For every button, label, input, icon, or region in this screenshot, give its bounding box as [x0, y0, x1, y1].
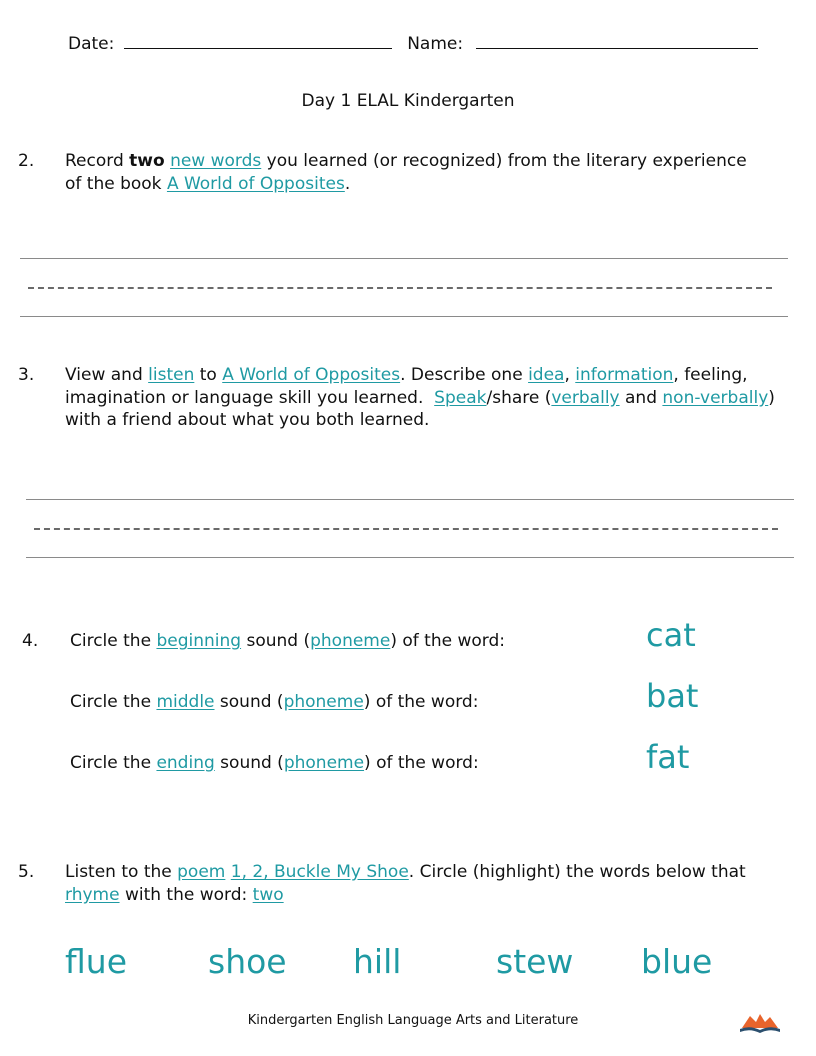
q4-link-phoneme-3[interactable]: phoneme: [283, 753, 365, 773]
q2-text: Record two new words you learned (or recognized) from the literary experience of the book A World of Opposites.: [65, 151, 747, 194]
q5-number: 5.: [18, 862, 35, 882]
q3-link-speak[interactable]: Speak: [434, 387, 487, 408]
q2-link-book[interactable]: A World of Opposites: [166, 173, 345, 194]
q3-dashed-rule: [34, 528, 778, 530]
q2-dashed-rule: [28, 287, 772, 289]
q4-link-phoneme-1[interactable]: phoneme: [310, 631, 391, 651]
q4-number: 4.: [22, 631, 39, 651]
q2-number: 2.: [18, 151, 35, 171]
q5-link-poem-title[interactable]: 1, 2, Buckle My Shoe: [230, 862, 409, 882]
q3-link-listen[interactable]: listen: [148, 365, 195, 385]
rhyme-word-stew[interactable]: stew: [496, 942, 574, 981]
q3-link-information[interactable]: information: [575, 365, 674, 385]
q3-link-non-verbally[interactable]: non-verbally: [662, 387, 769, 408]
date-blank[interactable]: [124, 46, 392, 49]
q4-word-fat[interactable]: fat: [646, 738, 690, 776]
q2-top-rule: [20, 258, 788, 259]
q2-bottom-rule: [20, 316, 788, 317]
q2-bold: two: [129, 151, 165, 171]
q5-link-poem[interactable]: poem: [177, 862, 226, 882]
book-logo-icon: [738, 1008, 782, 1036]
q3-number: 3.: [18, 365, 35, 385]
rhyme-word-shoe[interactable]: shoe: [208, 942, 287, 981]
q3-link-book[interactable]: A World of Opposites: [222, 365, 401, 385]
q4-row-middle: Circle the middle sound (phoneme) of the word:: [70, 692, 479, 712]
page-title: Day 1 ELAL Kindergarten: [301, 91, 515, 111]
q3-link-idea[interactable]: idea: [528, 365, 565, 385]
rhyme-word-hill[interactable]: hill: [353, 942, 402, 981]
header-line: [68, 33, 758, 56]
q5-link-two[interactable]: two: [252, 884, 284, 905]
q4-link-middle[interactable]: middle: [156, 692, 215, 712]
q3-link-verbally[interactable]: verbally: [551, 387, 620, 408]
q3-top-rule: [26, 499, 794, 500]
q3-text: View and listen to A World of Opposites. Describe one idea, information, feeling, imagination or language skill you learned. Speak/share (verbally and non-verbally) with a friend about what you both learned.: [65, 365, 775, 430]
date-label: Date:: [68, 34, 115, 54]
footer-text: Kindergarten English Language Arts and Literature: [247, 1013, 579, 1028]
name-label: Name:: [407, 34, 464, 54]
rhyme-word-blue[interactable]: blue: [641, 942, 713, 981]
q5-link-rhyme[interactable]: rhyme: [65, 884, 120, 905]
q3-bottom-rule: [26, 557, 794, 558]
q2-link-new-words[interactable]: new words: [170, 151, 262, 171]
name-blank[interactable]: [476, 46, 758, 49]
q4-row-beginning: Circle the beginning sound (phoneme) of the word:: [70, 631, 505, 651]
q4-word-cat[interactable]: cat: [646, 616, 696, 654]
q4-link-beginning[interactable]: beginning: [156, 631, 242, 651]
rhyme-word-flue[interactable]: flue: [65, 942, 128, 981]
q4-link-ending[interactable]: ending: [156, 753, 215, 773]
q4-word-bat[interactable]: bat: [646, 677, 699, 715]
q4-link-phoneme-2[interactable]: phoneme: [283, 692, 364, 712]
q5-text: Listen to the poem 1, 2, Buckle My Shoe. Circle (highlight) the words below that rhyme with the word: two: [65, 862, 746, 905]
q4-row-ending: Circle the ending sound (phoneme) of the word:: [70, 753, 479, 773]
